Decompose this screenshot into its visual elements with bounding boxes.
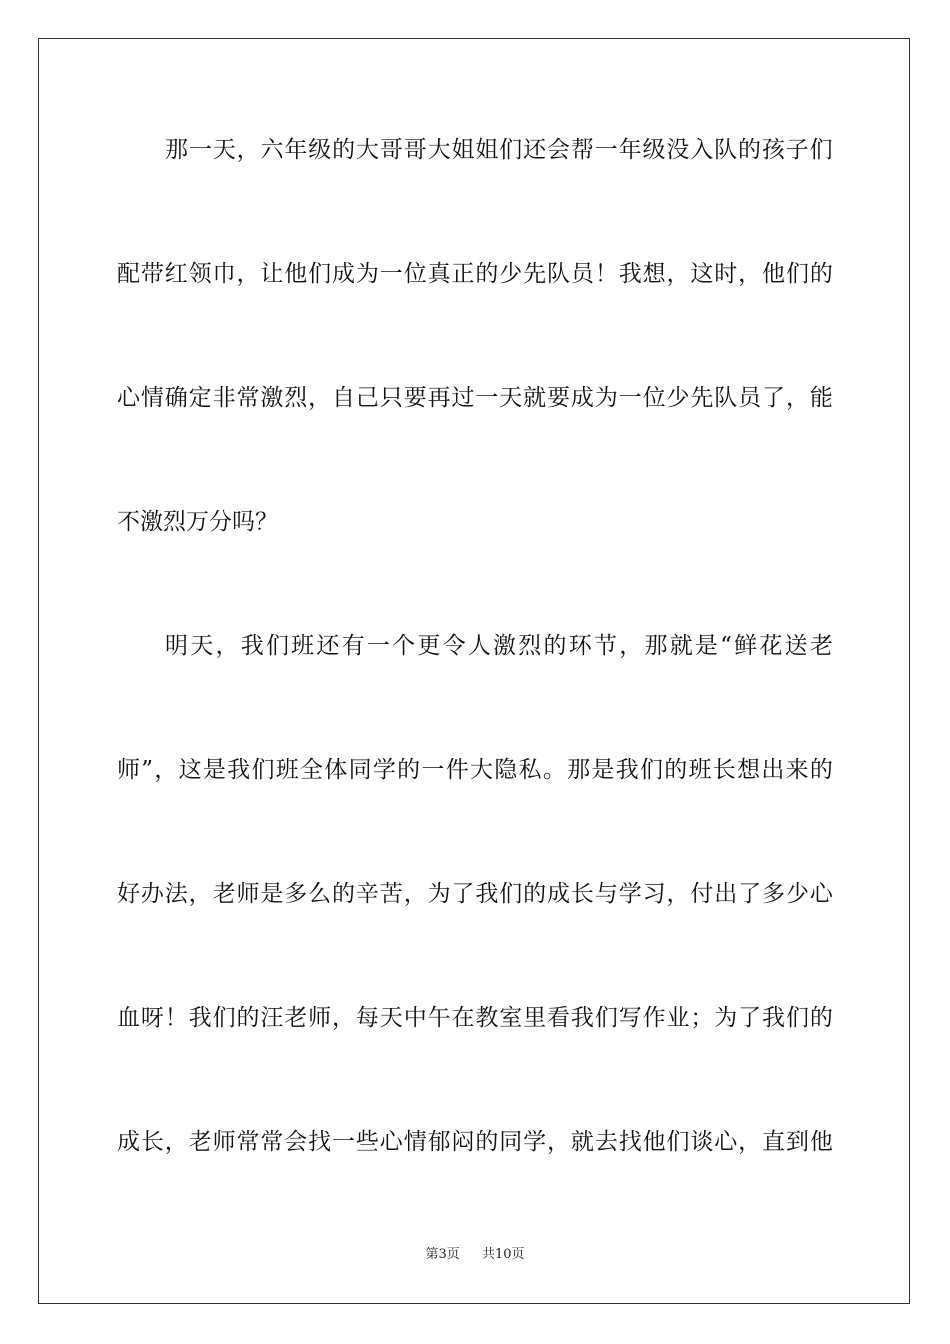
text-char: 的 (809, 261, 833, 287)
text-char: 们 (639, 757, 663, 783)
paragraph-2-line-5 (117, 1122, 833, 1162)
text-char: ， (164, 1129, 188, 1155)
text-char: 想 (737, 757, 761, 783)
text-char: 级 (642, 137, 666, 163)
text-char: 去 (594, 1129, 618, 1155)
text-char: 班 (275, 757, 299, 783)
text-char: 我 (227, 757, 251, 783)
text-char: 业 (666, 1005, 690, 1031)
text-char: 大 (427, 137, 451, 163)
text-char: 成 (547, 881, 571, 907)
text-char: 子 (785, 137, 809, 163)
text-char: 己 (355, 385, 379, 411)
text-char: 常 (236, 1129, 260, 1155)
text-char: 要 (403, 385, 427, 411)
text-char: 辛 (355, 881, 379, 907)
text-char: 想 (642, 261, 666, 287)
text-char: 出 (761, 757, 785, 783)
text-char: 自 (332, 385, 356, 411)
text-char: 一 (475, 385, 499, 411)
text-char: 烈 (284, 385, 308, 411)
text-char: 配 (117, 261, 140, 287)
text-char: 同 (499, 1129, 523, 1155)
text-char: 时 (714, 261, 738, 287)
text-char: 这 (690, 261, 714, 287)
page-border (38, 38, 910, 1304)
text-char: 教 (475, 1005, 499, 1031)
text-char: ， (403, 881, 427, 907)
text-char: 姐 (475, 137, 499, 163)
text-char: 让 (260, 261, 284, 287)
text-char: 老 (809, 633, 833, 659)
text-char: 正 (451, 261, 475, 287)
text-char: 谈 (690, 1129, 714, 1155)
text-char: 领 (188, 261, 212, 287)
text-char: 那 (165, 137, 188, 163)
text-char: 汪 (260, 1005, 284, 1031)
text-char: 过 (451, 385, 475, 411)
text-char: ， (215, 633, 239, 659)
text-char: 环 (568, 633, 592, 659)
text-char: 们 (666, 1129, 690, 1155)
text-char: 一 (379, 261, 403, 287)
text-char: 烈 (518, 633, 542, 659)
text-char: 们 (265, 633, 289, 659)
text-char: 少 (785, 881, 809, 907)
text-char: 们 (251, 757, 275, 783)
text-char: 的 (543, 633, 567, 659)
text-char: 室 (499, 1005, 523, 1031)
text-char: 了 (451, 881, 475, 907)
text-char: 师 (212, 1129, 236, 1155)
text-char: 一 (366, 633, 390, 659)
text-char: 直 (762, 1129, 786, 1155)
text-char: 大 (469, 757, 493, 783)
text-char: 找 (618, 1129, 642, 1155)
text-char: 找 (308, 1129, 332, 1155)
text-char: 师 (308, 1005, 332, 1031)
text-char: 付 (690, 881, 714, 907)
text-char: 就 (570, 1129, 594, 1155)
text-char: 更 (417, 633, 441, 659)
text-char: 我 (240, 633, 264, 659)
text-char: 为 (427, 881, 451, 907)
text-char: 再 (427, 385, 451, 411)
text-char: 的 (809, 757, 833, 783)
text-char: 姐 (451, 137, 475, 163)
text-char: 血 (117, 1005, 140, 1031)
paragraph-1-line-4: 不激烈万分吗？ (117, 509, 278, 535)
text-char: 多 (284, 881, 308, 907)
paragraph-2-line-2 (117, 750, 833, 790)
paragraph-1-line-1 (165, 130, 833, 170)
text-char: 的 (332, 881, 356, 907)
text-char: 人 (467, 633, 491, 659)
text-char: 。 (542, 757, 566, 783)
text-char: 那 (567, 757, 591, 783)
text-char: 孩 (761, 137, 785, 163)
text-char: 天 (379, 1005, 403, 1031)
text-char: 在 (451, 1005, 475, 1031)
text-char: 长 (570, 881, 594, 907)
text-char: 来 (785, 757, 809, 783)
text-char: 看 (547, 1005, 571, 1031)
text-char: 午 (427, 1005, 451, 1031)
paragraph-1-line-3 (117, 378, 833, 418)
text-char: 激 (260, 385, 284, 411)
text-char: 作 (642, 1005, 666, 1031)
text-char: 一 (332, 1129, 356, 1155)
text-char: 体 (324, 757, 348, 783)
text-char: 大 (356, 137, 379, 163)
text-char: 他 (762, 261, 786, 287)
text-char: ， (236, 261, 260, 287)
text-char: 私 (518, 757, 542, 783)
text-char: 多 (762, 881, 786, 907)
text-char: 老 (188, 1129, 212, 1155)
text-char: 的 (397, 757, 421, 783)
text-char: 年 (284, 137, 308, 163)
text-char: 成 (117, 1129, 140, 1155)
text-char: 们 (499, 881, 523, 907)
text-char: 苦 (379, 881, 403, 907)
text-char: 常 (260, 1129, 284, 1155)
text-char: 为 (594, 385, 618, 411)
text-char: 了 (762, 385, 786, 411)
text-char: ， (154, 757, 178, 783)
text-char: 年 (618, 137, 642, 163)
text-char: 的 (738, 137, 761, 163)
text-char: 有 (341, 633, 365, 659)
text-char: ！ (164, 1005, 188, 1031)
text-char: 呀 (140, 1005, 164, 1031)
text-char: ， (236, 137, 260, 163)
text-char: 少 (499, 261, 523, 287)
text-char: 的 (523, 881, 547, 907)
page-total: 共10页 (482, 1247, 525, 1262)
text-char: 员 (570, 261, 594, 287)
text-char: 这 (178, 757, 202, 783)
text-char: ， (308, 385, 332, 411)
text-char: 们 (594, 1005, 618, 1031)
text-char: 成 (332, 261, 356, 287)
text-char: 些 (355, 1129, 379, 1155)
text-char: 会 (284, 1129, 308, 1155)
text-char: 法 (164, 881, 188, 907)
text-char: 他 (809, 1129, 833, 1155)
text-char: 心 (117, 385, 140, 411)
text-char: 会 (547, 137, 570, 163)
text-char: 送 (784, 633, 808, 659)
text-char: 情 (403, 1129, 427, 1155)
text-char: 长 (140, 1129, 164, 1155)
text-char: 为 (714, 1005, 738, 1031)
text-char: 的 (332, 137, 356, 163)
text-char: 写 (618, 1005, 642, 1031)
text-char: 我 (475, 881, 499, 907)
text-char: 们 (785, 261, 809, 287)
text-char: ， (619, 633, 643, 659)
text-char: ， (332, 1005, 356, 1031)
text-char: 学 (523, 1129, 547, 1155)
text-char: 件 (445, 757, 469, 783)
text-char: 成 (570, 385, 594, 411)
text-char: 的 (475, 1129, 499, 1155)
text-char: 少 (666, 385, 690, 411)
text-char: 令 (442, 633, 466, 659)
text-char: 老 (212, 881, 236, 907)
text-char: 级 (308, 137, 332, 163)
text-char: 闷 (451, 1129, 475, 1155)
text-char: 还 (316, 633, 340, 659)
text-char: 一 (594, 137, 618, 163)
text-char: 们 (499, 137, 523, 163)
text-char: 的 (809, 1005, 833, 1031)
text-char: 的 (236, 1005, 260, 1031)
text-char: 红 (164, 261, 188, 287)
text-char: 一 (618, 385, 642, 411)
text-char: 师 (117, 757, 140, 783)
text-char: 六 (260, 137, 284, 163)
text-char: 我 (188, 1005, 212, 1031)
text-char: 的 (475, 261, 499, 287)
text-char: 就 (669, 633, 693, 659)
text-char: ， (785, 385, 809, 411)
text-char: 入 (690, 137, 714, 163)
text-char: 先 (523, 261, 547, 287)
text-char: 只 (379, 385, 403, 411)
text-char: 队 (714, 137, 738, 163)
text-char: 长 (712, 757, 736, 783)
text-char: 老 (284, 1005, 308, 1031)
text-char: 能 (809, 385, 833, 411)
text-char: ， (666, 261, 690, 287)
text-char: 中 (403, 1005, 427, 1031)
text-char: 了 (738, 881, 762, 907)
text-char: 习 (642, 881, 666, 907)
text-char: 帮 (570, 137, 594, 163)
text-char: 我 (615, 757, 639, 783)
text-char: 还 (523, 137, 547, 163)
text-char: 明 (165, 633, 188, 659)
text-char: 带 (140, 261, 164, 287)
text-char: 巾 (212, 261, 236, 287)
text-char: 一 (421, 757, 445, 783)
text-char: 鲜 (734, 633, 758, 659)
text-char: 我 (570, 1005, 594, 1031)
text-char: 个 (392, 633, 416, 659)
text-char: 是 (694, 633, 718, 659)
text-char: 出 (714, 881, 738, 907)
text-char: 花 (759, 633, 783, 659)
text-char: ， (666, 881, 690, 907)
text-char: 常 (236, 385, 260, 411)
text-char: 我 (618, 261, 642, 287)
text-char: 学 (618, 881, 642, 907)
text-char: ！ (594, 261, 618, 287)
text-char: 非 (212, 385, 236, 411)
text-char: ， (738, 261, 762, 287)
text-char: 办 (140, 881, 164, 907)
text-char: 们 (785, 1005, 809, 1031)
text-char: 就 (523, 385, 547, 411)
text-char: ， (188, 881, 212, 907)
text-char: 郁 (427, 1129, 451, 1155)
text-char: 班 (291, 633, 315, 659)
text-char: 到 (785, 1129, 809, 1155)
text-char: 他 (284, 261, 308, 287)
text-char: 情 (140, 385, 164, 411)
text-char: 天 (499, 385, 523, 411)
text-char: 是 (591, 757, 615, 783)
paragraph-2-line-1 (165, 626, 833, 666)
text-char: 心 (714, 1129, 738, 1155)
text-char: 哥 (379, 137, 403, 163)
paragraph-2-line-3 (117, 874, 833, 914)
text-char: 与 (594, 881, 618, 907)
text-char: 先 (690, 385, 714, 411)
text-char: 员 (738, 385, 762, 411)
text-char: “ (720, 633, 732, 659)
text-char: 学 (372, 757, 396, 783)
text-char: 位 (403, 261, 427, 287)
text-char: 激 (493, 633, 517, 659)
text-char: ， (738, 1129, 762, 1155)
text-char: 每 (355, 1005, 379, 1031)
text-char: 隐 (494, 757, 518, 783)
text-char: 师 (236, 881, 260, 907)
paragraph-1-line-2 (117, 254, 833, 294)
text-char: 心 (379, 1129, 403, 1155)
text-char: 天 (212, 137, 236, 163)
text-char: 位 (642, 385, 666, 411)
text-char: 一 (188, 137, 212, 163)
text-char: 确 (164, 385, 188, 411)
text-char: 队 (547, 261, 571, 287)
text-char: 心 (809, 881, 833, 907)
text-char: 好 (117, 881, 140, 907)
text-char: 要 (547, 385, 571, 411)
text-char: 定 (188, 385, 212, 411)
page-number: 第3页 (425, 1247, 460, 1262)
page-footer (0, 1246, 950, 1264)
text-char: 们 (308, 261, 332, 287)
text-char: 班 (688, 757, 712, 783)
paragraph-2-line-4 (117, 998, 833, 1038)
text-char: 节 (593, 633, 617, 659)
text-char: ” (141, 757, 154, 783)
text-char: 的 (664, 757, 688, 783)
text-char: 哥 (403, 137, 427, 163)
text-char: 全 (300, 757, 324, 783)
text-char: ， (547, 1129, 571, 1155)
text-char: 真 (427, 261, 451, 287)
text-char: 我 (762, 1005, 786, 1031)
text-char: 是 (260, 881, 284, 907)
text-char: 为 (355, 261, 379, 287)
text-char: 是 (202, 757, 226, 783)
text-char: 那 (644, 633, 668, 659)
text-char: 么 (308, 881, 332, 907)
text-char: 们 (809, 137, 833, 163)
text-char: 同 (348, 757, 372, 783)
text-char: 们 (212, 1005, 236, 1031)
text-char: 队 (714, 385, 738, 411)
text-char: 里 (523, 1005, 547, 1031)
text-char: 天 (190, 633, 214, 659)
text-char: 了 (738, 1005, 762, 1031)
text-char: 他 (642, 1129, 666, 1155)
text-char: ； (690, 1005, 714, 1031)
text-char: 没 (666, 137, 690, 163)
